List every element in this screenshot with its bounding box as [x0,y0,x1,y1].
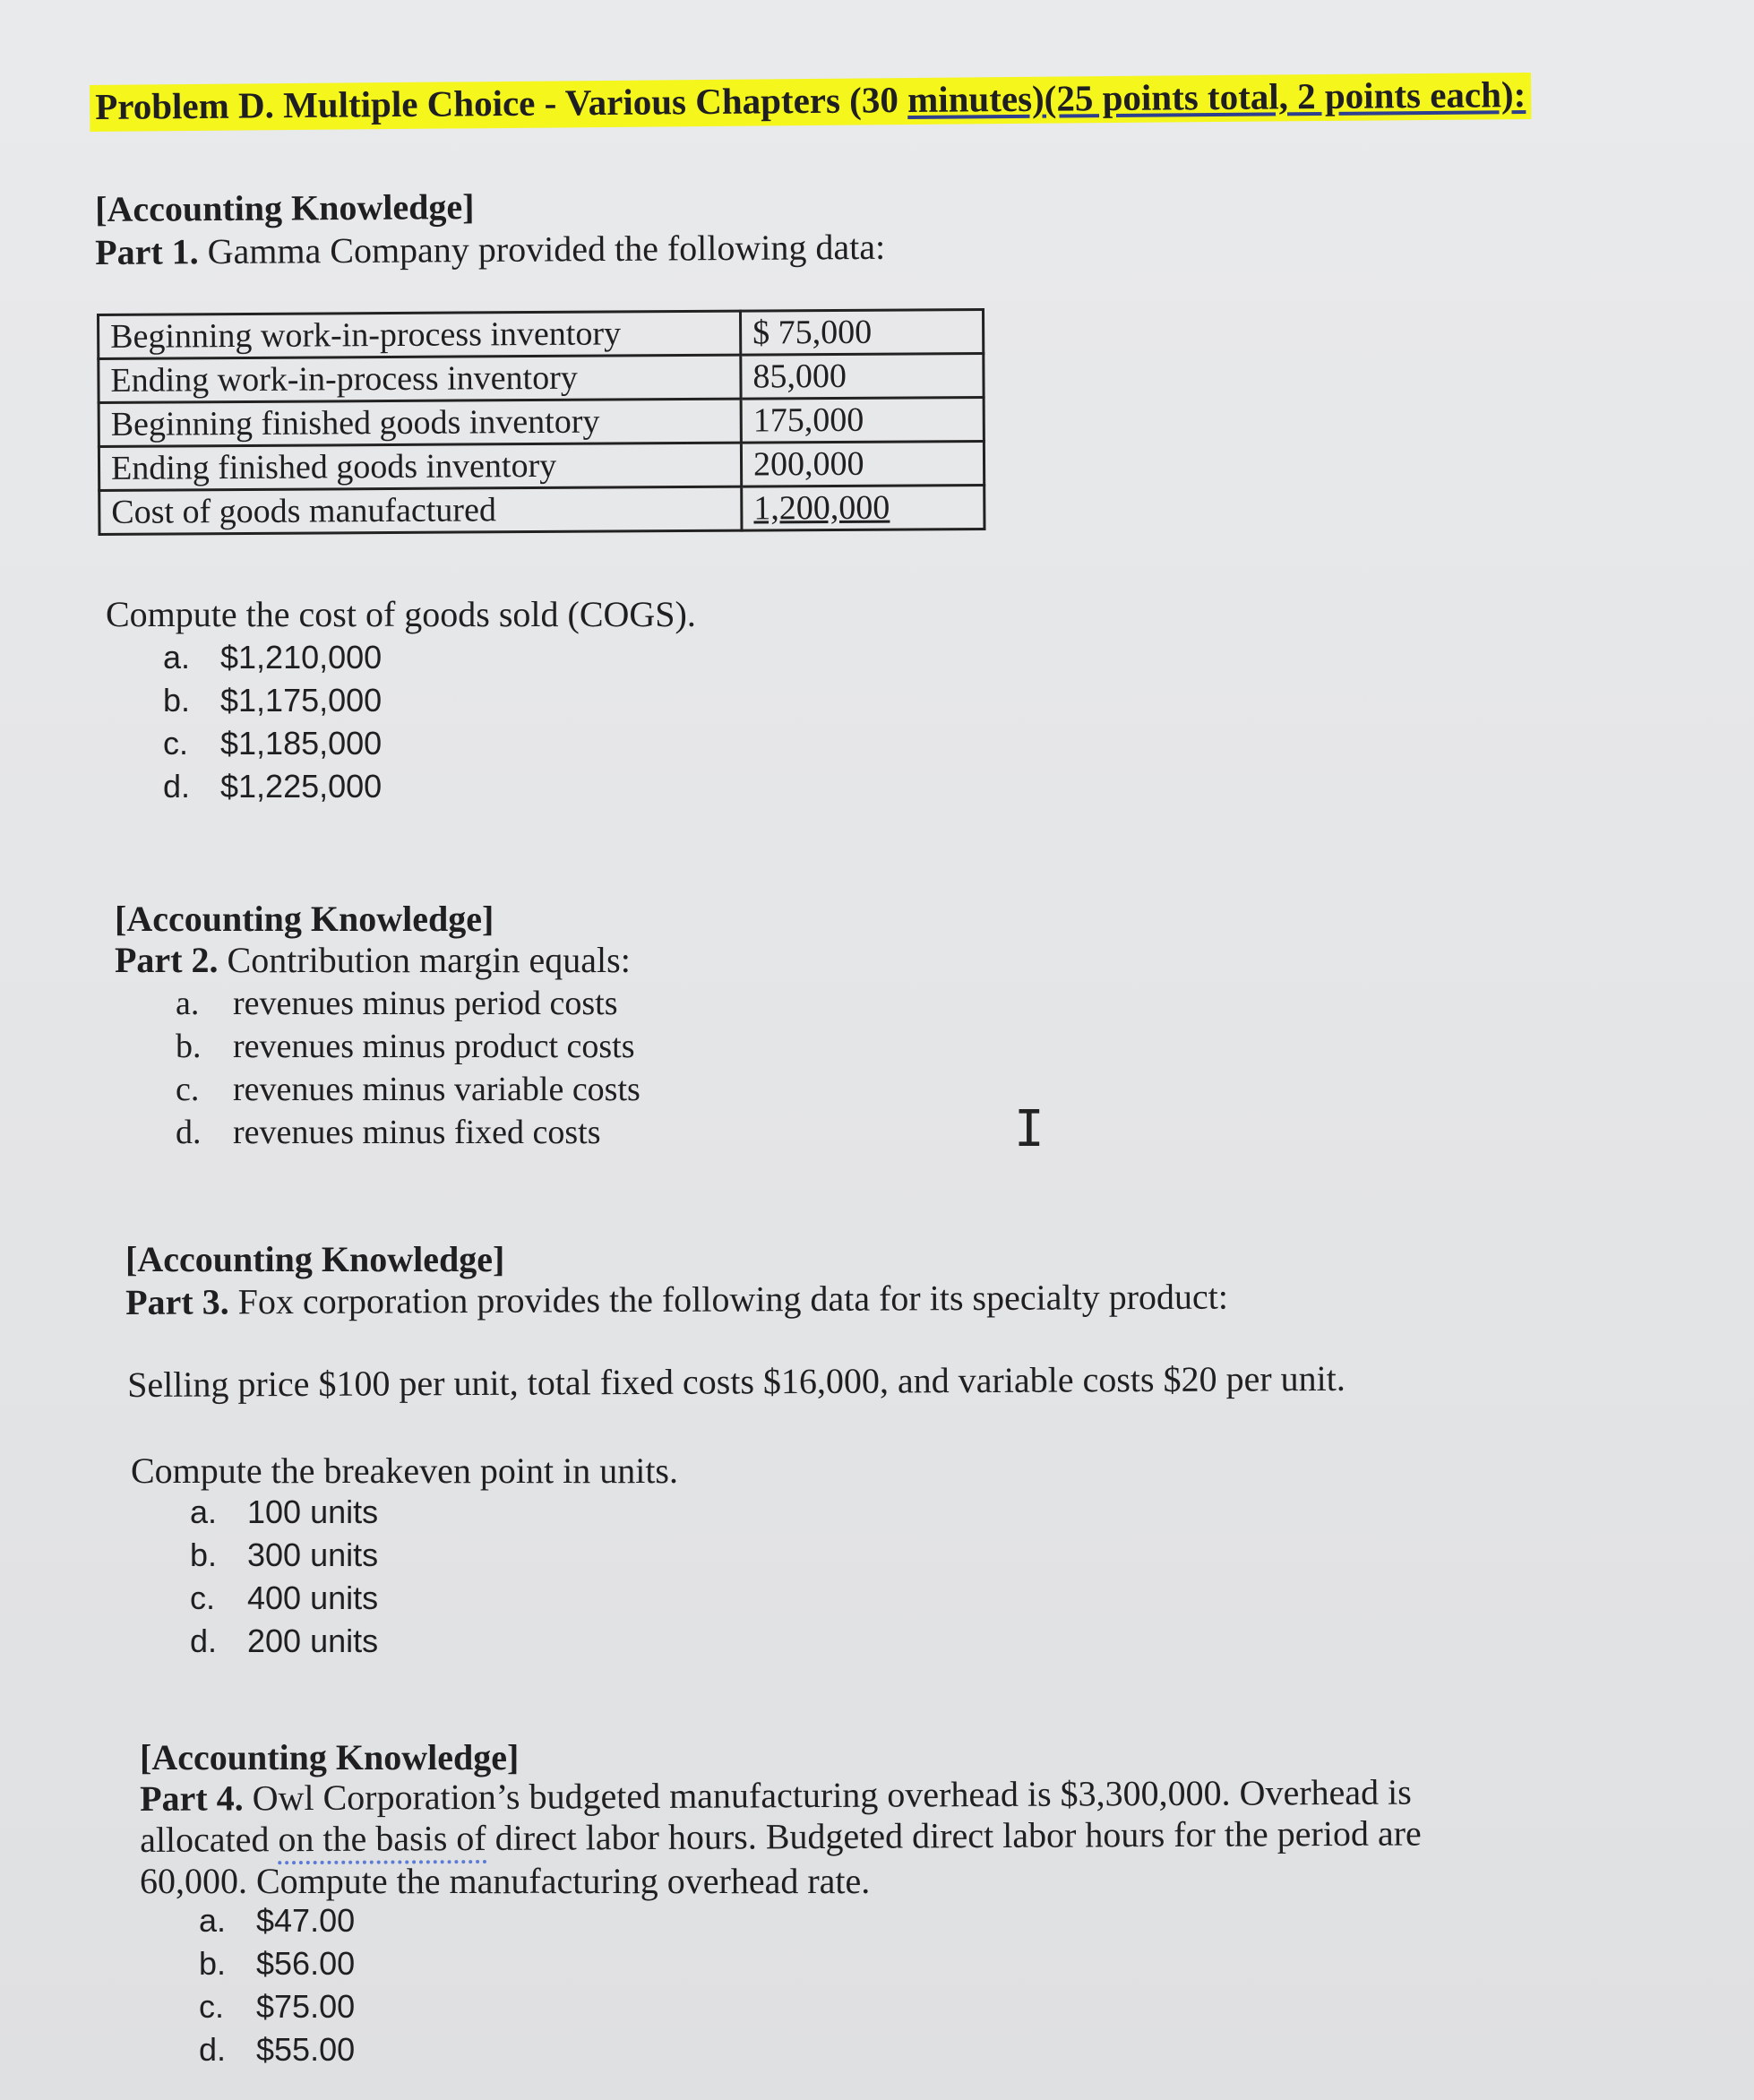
option-c[interactable]: c. $1,185,000 [163,725,383,762]
part2-options [176,982,641,1154]
option-d[interactable]: d. $1,225,000 [163,768,383,805]
table-cell-label: Cost of goods manufactured [99,486,742,534]
table-cell-value: 175,000 [741,397,984,443]
option-c[interactable]: c. 400 units [190,1579,379,1616]
option-b[interactable]: b. revenues minus product costs [176,1028,635,1065]
part3-question: Compute the breakeven point in units. [131,1450,678,1491]
part4-line1-text: Owl Corporation’s budgeted manufacturing overhead is $3,300,000. Overhead is [252,1771,1412,1819]
table-cell-value: $ 75,000 [740,309,983,355]
option-d[interactable]: d. 200 units [190,1622,379,1659]
table-cell-value: 1,200,000 [742,485,984,530]
part3-intro-text: Fox corporation provides the following data for its specialty product: [237,1276,1229,1322]
part2-question [115,939,631,981]
table-cell-label: Beginning finished goods inventory [99,399,741,446]
part1-tag: [Accounting Knowledge] [95,186,475,229]
part3-data-line: Selling price $100 per unit, total fixed costs $16,000, and variable costs $20 per unit. [127,1357,1346,1405]
part1-intro-text: Gamma Company provided the following data: [207,226,886,272]
part3-intro [125,1276,1228,1323]
spellcheck-marked-phrase: on the basis of [278,1818,486,1864]
heading-underlined: minutes)(25 points total, 2 points each): [907,73,1526,121]
option-a[interactable]: a. $1,210,000 [163,639,383,676]
table-cell-label: Ending finished goods inventory [99,443,741,490]
part1-data-table [97,308,985,536]
part4-options [199,1899,355,2071]
part2-label: Part 2. [115,940,219,980]
part4-tag: [Accounting Knowledge] [140,1737,520,1777]
part4-label: Part 4. [140,1777,244,1819]
part2-question-text: Contribution margin equals: [227,940,631,980]
part4-line3: 60,000. Compute the manufacturing overhead rate. [140,1861,871,1901]
part4-line2: allocated on the basis of direct labor hours. Budgeted direct labor hours for the period are [140,1812,1422,1861]
part1-options [163,636,382,808]
option-b[interactable]: b. 300 units [190,1536,379,1573]
option-b[interactable]: b. $56.00 [199,1945,356,1982]
part1-intro [95,226,885,273]
option-c[interactable]: c. revenues minus variable costs [176,1071,641,1108]
part3-options [190,1491,378,1663]
option-d[interactable]: d. revenues minus fixed costs [176,1114,601,1151]
option-a[interactable]: a. 100 units [190,1493,379,1530]
option-a[interactable]: a. $47.00 [199,1902,356,1939]
heading-lead: Problem D. Multiple Choice - Various Chapters (30 [95,79,908,127]
part3-label: Part 3. [125,1281,229,1322]
problem-heading [90,73,1531,132]
table-cell-value: 85,000 [741,353,984,399]
part2-tag: [Accounting Knowledge] [115,899,494,939]
table-row [99,397,984,446]
table-cell-label: Beginning work-in-process inventory [99,311,741,358]
table-row [99,441,984,490]
option-d[interactable]: d. $55.00 [199,2031,356,2068]
option-a[interactable]: a. revenues minus period costs [176,985,618,1022]
part1-question: Compute the cost of goods sold (COGS). [106,594,696,634]
table-cell-value: 200,000 [741,441,984,486]
table-row [99,353,984,402]
table-row [99,309,984,358]
part3-tag: [Accounting Knowledge] [125,1239,505,1279]
option-b[interactable]: b. $1,175,000 [163,682,383,719]
table-cell-label: Ending work-in-process inventory [99,355,741,402]
text-cursor-icon: I [1014,1100,1045,1158]
table-row [99,485,984,534]
part1-label: Part 1. [95,231,199,272]
option-c[interactable]: c. $75.00 [199,1988,356,2025]
